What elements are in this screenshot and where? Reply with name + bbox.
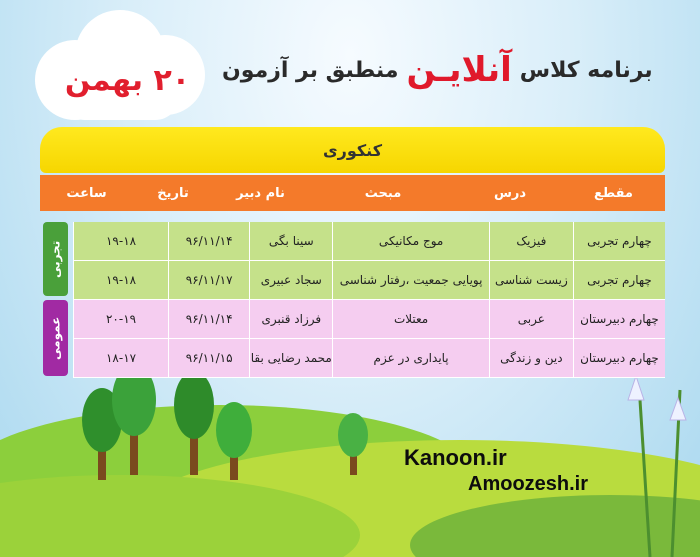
cell-teacher: سینا بگی: [249, 222, 332, 260]
brand-amoozesh: Amoozesh.ir: [468, 473, 589, 495]
cell-teacher: فرزاد قنبری: [249, 300, 332, 338]
cell-topic: معتلات: [332, 300, 488, 338]
schedule-table: [73, 222, 665, 378]
cell-topic: پویایی جمعیت ،رفتار شناسی: [332, 261, 488, 299]
cell-time: ۱۸-۱۷: [73, 339, 168, 377]
cell-date: ۹۶/۱۱/۱۷: [168, 261, 249, 299]
cell-teacher: محمد رضایی بقا: [249, 339, 332, 377]
cell-time: ۱۹-۱۸: [73, 222, 168, 260]
cell-date: ۹۶/۱۱/۱۵: [168, 339, 249, 377]
cell-time: ۱۹-۱۸: [73, 261, 168, 299]
cell-course: دین و زندگی: [489, 339, 573, 377]
table-header: [40, 175, 665, 211]
cell-teacher: سجاد عبیری: [249, 261, 332, 299]
column-header-level: مقطع: [594, 185, 633, 201]
title-highlight: آنلایـن: [406, 50, 512, 90]
group-label-tajrobi: تجربی: [43, 222, 68, 296]
cell-course: فیزیک: [489, 222, 573, 260]
column-header-teacher: نام دبیر: [236, 185, 285, 201]
cell-level: چهارم تجربی: [573, 222, 665, 260]
title-part1: برنامه کلاس: [519, 57, 653, 83]
cell-date: ۹۶/۱۱/۱۴: [168, 300, 249, 338]
cell-level: چهارم دبیرستان: [573, 339, 665, 377]
page-title: [222, 45, 662, 95]
column-header-date: تاریخ: [157, 185, 189, 201]
table-row: [73, 261, 665, 300]
section-title: کنکوری: [40, 127, 665, 173]
cell-topic: موج مکانیکی: [332, 222, 488, 260]
cell-level: چهارم تجربی: [573, 261, 665, 299]
brand-kanoon: Kanoon.ir: [404, 445, 507, 470]
group-label-omoomi: عمومی: [43, 300, 68, 376]
table-row: [73, 339, 665, 378]
column-header-topic: مبحث: [364, 185, 402, 201]
cell-topic: پایداری در عزم: [332, 339, 488, 377]
cell-course: زیست شناسی: [489, 261, 573, 299]
landscape: [0, 360, 700, 557]
cell-time: ۲۰-۱۹: [73, 300, 168, 338]
cell-course: عربی: [489, 300, 573, 338]
cell-date: ۹۶/۱۱/۱۴: [168, 222, 249, 260]
column-header-time: ساعت: [66, 185, 107, 201]
table-row: [73, 300, 665, 339]
date-badge: ۲۰ بهمن: [64, 62, 191, 98]
column-header-course: درس: [493, 185, 527, 201]
table-row: [73, 222, 665, 261]
title-part2: منطبق بر آزمون: [222, 57, 399, 83]
cell-level: چهارم دبیرستان: [573, 300, 665, 338]
